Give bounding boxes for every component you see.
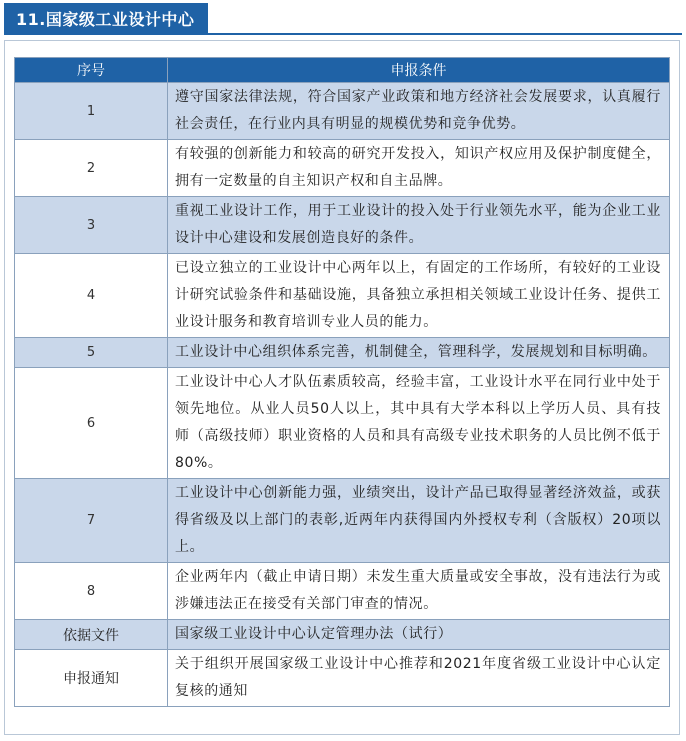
table-row bbox=[15, 338, 670, 368]
table-row bbox=[15, 368, 670, 479]
table-row bbox=[15, 254, 670, 338]
row-condition: 企业两年内（截止申请日期）未发生重大质量或安全事故，没有违法行为或涉嫌违法正在接受有关部门审查的情况。 bbox=[168, 563, 670, 620]
table-row bbox=[15, 563, 670, 620]
application-notice-row bbox=[15, 650, 670, 707]
row-condition: 遵守国家法律法规，符合国家产业政策和地方经济社会发展要求，认真履行社会责任，在行业内具有明显的规模优势和竞争优势。 bbox=[168, 83, 670, 140]
row-number: 6 bbox=[15, 368, 168, 479]
row-number: 7 bbox=[15, 479, 168, 563]
application-notice-text: 关于组织开展国家级工业设计中心推荐和2021年度省级工业设计中心认定复核的通知 bbox=[168, 650, 670, 707]
basis-document-row bbox=[15, 620, 670, 650]
conditions-table bbox=[14, 57, 670, 707]
row-condition: 工业设计中心人才队伍素质较高，经验丰富，工业设计水平在同行业中处于领先地位。从业人员50人以上，其中具有大学本科以上学历人员、具有技师（高级技师）职业资格的人员和具有高级专业技术职务的人员比例不低于80%。 bbox=[168, 368, 670, 479]
row-number: 8 bbox=[15, 563, 168, 620]
section-title bbox=[4, 3, 208, 33]
row-condition: 重视工业设计工作，用于工业设计的投入处于行业领先水平，能为企业工业设计中心建设和发展创造良好的条件。 bbox=[168, 197, 670, 254]
row-condition: 工业设计中心组织体系完善，机制健全，管理科学，发展规划和目标明确。 bbox=[168, 338, 670, 368]
basis-document-text: 国家级工业设计中心认定管理办法（试行） bbox=[168, 620, 670, 650]
row-condition: 工业设计中心创新能力强，业绩突出，设计产品已取得显著经济效益，或获得省级及以上部门的表彰,近两年内获得国内外授权专利（含版权）20项以上。 bbox=[168, 479, 670, 563]
row-condition: 已设立独立的工业设计中心两年以上，有固定的工作场所，有较好的工业设计研究试验条件和基础设施，具备独立承担相关领域工业设计任务、提供工业设计服务和教育培训专业人员的能力。 bbox=[168, 254, 670, 338]
row-number: 5 bbox=[15, 338, 168, 368]
header-serial: 序号 bbox=[15, 58, 168, 83]
row-number: 1 bbox=[15, 83, 168, 140]
row-number: 2 bbox=[15, 140, 168, 197]
table-row bbox=[15, 479, 670, 563]
title-underline bbox=[4, 33, 682, 35]
application-notice-label: 申报通知 bbox=[15, 650, 168, 707]
section-title-text: 11.国家级工业设计中心 bbox=[16, 9, 195, 29]
row-condition: 有较强的创新能力和较高的研究开发投入，知识产权应用及保护制度健全，拥有一定数量的自主知识产权和自主品牌。 bbox=[168, 140, 670, 197]
table-row bbox=[15, 140, 670, 197]
row-number: 4 bbox=[15, 254, 168, 338]
row-number: 3 bbox=[15, 197, 168, 254]
table-row bbox=[15, 197, 670, 254]
table-header-row bbox=[15, 58, 670, 83]
table-row bbox=[15, 83, 670, 140]
basis-document-label: 依据文件 bbox=[15, 620, 168, 650]
header-conditions: 申报条件 bbox=[168, 58, 670, 83]
